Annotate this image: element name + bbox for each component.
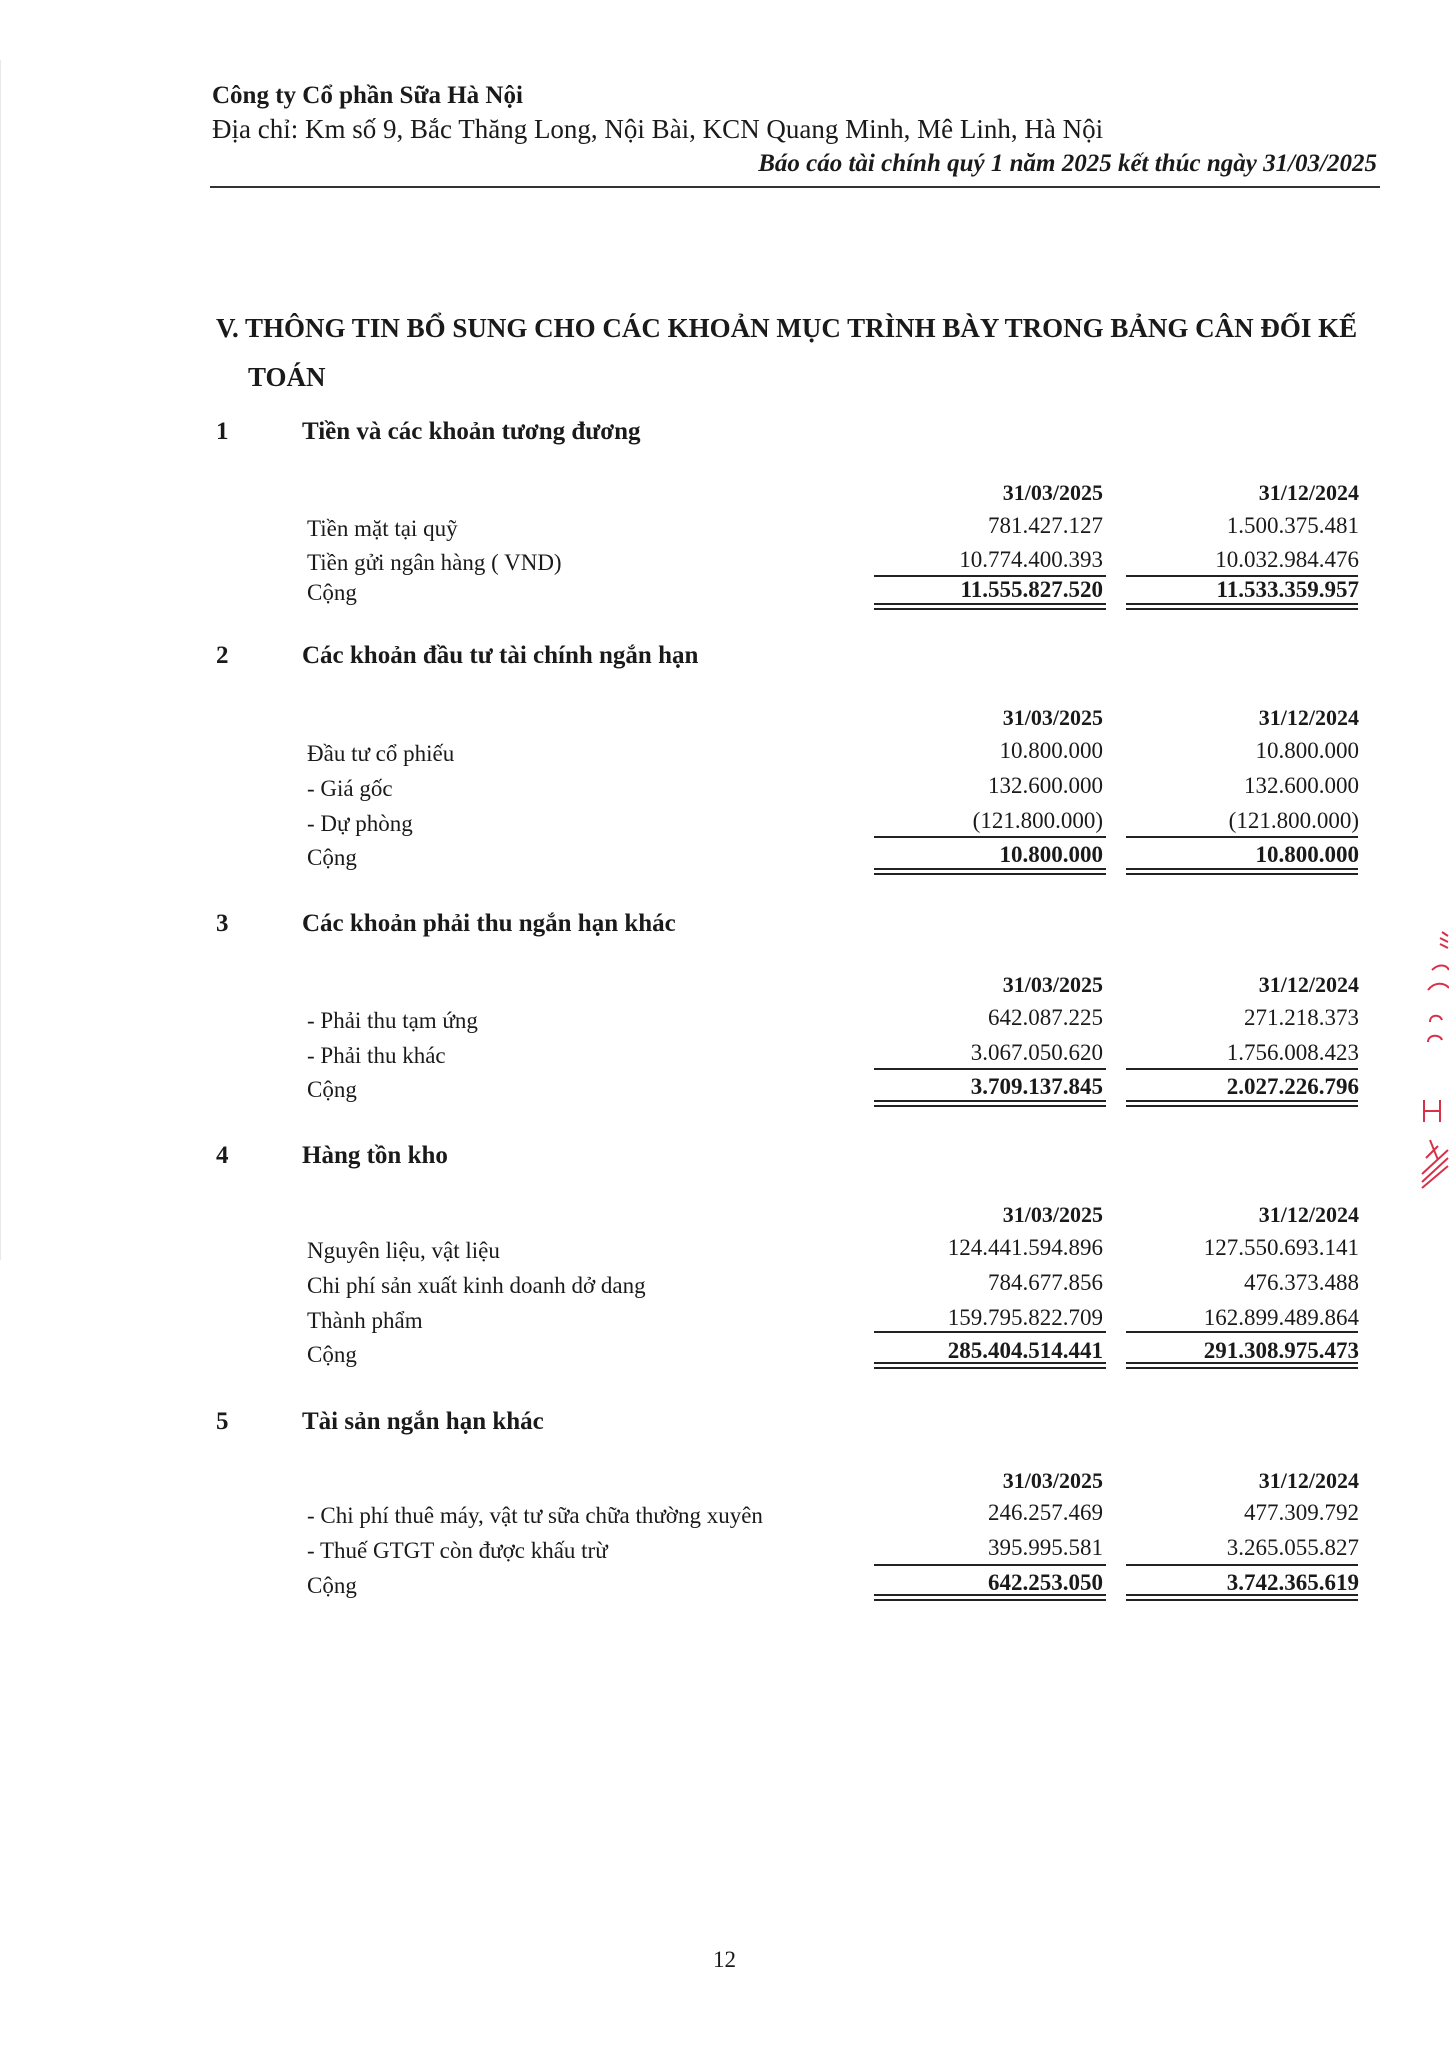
total-double-line (874, 868, 1106, 875)
column-header-current: 31/03/2025 (1002, 705, 1103, 730)
subtotal-line (1126, 836, 1358, 838)
row-label: - Dự phòng (307, 811, 413, 836)
row-label: - Thuế GTGT còn được khấu trừ (307, 1538, 608, 1563)
row-value-current: 3.067.050.620 (970, 1040, 1103, 1065)
column-header-current: 31/03/2025 (1002, 1202, 1103, 1227)
row-value-current: 10.774.400.393 (959, 547, 1103, 572)
column-header-previous: 31/12/2024 (1258, 972, 1359, 997)
item-number: 4 (216, 1142, 229, 1169)
item-heading: Tiền và các khoản tương đương (302, 418, 641, 445)
row-value-previous: 162.899.489.864 (1203, 1305, 1359, 1330)
total-double-line (1126, 1100, 1358, 1107)
row-label: Tiền gửi ngân hàng ( VND) (307, 550, 562, 575)
row-value-previous: 3.265.055.827 (1226, 1535, 1359, 1560)
company-address: Địa chỉ: Km số 9, Bắc Thăng Long, Nội Bài, KCN Quang Minh, Mê Linh, Hà Nội (212, 114, 1104, 144)
column-header-previous: 31/12/2024 (1258, 1468, 1359, 1493)
seal-icon (1418, 930, 1449, 1190)
row-value-previous: 1.500.375.481 (1226, 513, 1359, 538)
item-heading: Tài sản ngắn hạn khác (302, 1408, 544, 1435)
total-label: Cộng (307, 845, 357, 870)
total-value-current: 285.404.514.441 (947, 1338, 1103, 1363)
row-value-current: 10.800.000 (999, 738, 1103, 763)
total-label: Cộng (307, 1077, 357, 1102)
total-double-line (1126, 603, 1358, 610)
row-label: Đầu tư cổ phiếu (307, 741, 455, 766)
section-title (216, 304, 1386, 402)
subtotal-line (874, 836, 1106, 838)
item-heading: Các khoản đầu tư tài chính ngắn hạn (302, 642, 699, 669)
total-value-current: 11.555.827.520 (960, 577, 1103, 602)
item-number: 3 (216, 910, 229, 937)
row-value-current: 784.677.856 (988, 1270, 1103, 1295)
total-label: Cộng (307, 580, 357, 605)
row-value-current: 124.441.594.896 (947, 1235, 1103, 1260)
row-value-previous: 10.800.000 (1255, 738, 1359, 763)
row-value-previous: 477.309.792 (1244, 1500, 1359, 1525)
row-label: Tiền mặt tại quỹ (307, 516, 458, 541)
subtotal-line (1126, 1331, 1358, 1333)
row-value-previous: 127.550.693.141 (1203, 1235, 1359, 1260)
report-title: Báo cáo tài chính quý 1 năm 2025 kết thúc ngày 31/03/2025 (758, 150, 1377, 177)
total-value-current: 642.253.050 (988, 1570, 1103, 1595)
subtotal-line (1126, 1068, 1358, 1070)
column-header-previous: 31/12/2024 (1258, 1202, 1359, 1227)
row-value-current: 246.257.469 (988, 1500, 1103, 1525)
total-value-previous: 10.800.000 (1255, 842, 1359, 867)
company-seal-fragment (1418, 930, 1449, 1190)
column-header-previous: 31/12/2024 (1258, 480, 1359, 505)
row-value-current: 132.600.000 (988, 773, 1103, 798)
row-label: Nguyên liệu, vật liệu (307, 1238, 500, 1263)
section-title-line1: V. THÔNG TIN BỔ SUNG CHO CÁC KHOẢN MỤC TRÌNH BÀY TRONG BẢNG CÂN ĐỐI KẾ (216, 313, 1358, 343)
item-heading: Các khoản phải thu ngắn hạn khác (302, 910, 676, 937)
total-value-current: 3.709.137.845 (970, 1074, 1103, 1099)
row-value-previous: 10.032.984.476 (1215, 547, 1359, 572)
page-number: 12 (713, 1947, 736, 1972)
row-label: Chi phí sản xuất kinh doanh dở dang (307, 1273, 646, 1298)
total-double-line (874, 603, 1106, 610)
subtotal-line (1126, 1564, 1358, 1566)
total-double-line (1126, 868, 1358, 875)
item-heading: Hàng tồn kho (302, 1142, 448, 1169)
subtotal-line (874, 1331, 1106, 1333)
item-number: 5 (216, 1408, 229, 1435)
row-value-current: 159.795.822.709 (947, 1305, 1103, 1330)
row-value-previous: 476.373.488 (1244, 1270, 1359, 1295)
total-value-previous: 3.742.365.619 (1226, 1570, 1359, 1595)
item-number: 2 (216, 642, 229, 669)
row-label: Thành phẩm (307, 1308, 423, 1333)
row-value-current: 781.427.127 (988, 513, 1103, 538)
section-title-line2: TOÁN (248, 362, 326, 392)
row-label: - Phải thu khác (307, 1043, 446, 1068)
total-double-line (874, 1594, 1106, 1601)
total-double-line (874, 1362, 1106, 1369)
row-value-previous: 271.218.373 (1244, 1005, 1359, 1030)
total-value-current: 10.800.000 (999, 842, 1103, 867)
total-double-line (1126, 1594, 1358, 1601)
scan-edge (0, 60, 13, 1260)
column-header-current: 31/03/2025 (1002, 1468, 1103, 1493)
column-header-current: 31/03/2025 (1002, 480, 1103, 505)
column-header-previous: 31/12/2024 (1258, 705, 1359, 730)
total-value-previous: 2.027.226.796 (1226, 1074, 1359, 1099)
row-value-current: (121.800.000) (972, 808, 1103, 833)
column-header-current: 31/03/2025 (1002, 972, 1103, 997)
total-label: Cộng (307, 1342, 357, 1367)
total-double-line (874, 1100, 1106, 1107)
total-value-previous: 11.533.359.957 (1216, 577, 1359, 602)
row-value-current: 642.087.225 (988, 1005, 1103, 1030)
subtotal-line (874, 1068, 1106, 1070)
row-label: - Phải thu tạm ứng (307, 1008, 478, 1033)
row-value-previous: 132.600.000 (1244, 773, 1359, 798)
total-label: Cộng (307, 1573, 357, 1598)
item-number: 1 (216, 418, 229, 445)
total-double-line (1126, 1362, 1358, 1369)
header-divider (210, 186, 1380, 188)
row-value-previous: (121.800.000) (1228, 808, 1359, 833)
row-value-current: 395.995.581 (988, 1535, 1103, 1560)
total-value-previous: 291.308.975.473 (1203, 1338, 1359, 1363)
row-label: - Chi phí thuê máy, vật tư sữa chữa thường xuyên (307, 1503, 763, 1528)
subtotal-line (874, 1564, 1106, 1566)
row-value-previous: 1.756.008.423 (1226, 1040, 1359, 1065)
row-label: - Giá gốc (307, 776, 393, 801)
company-name: Công ty Cổ phần Sữa Hà Nội (212, 82, 523, 109)
